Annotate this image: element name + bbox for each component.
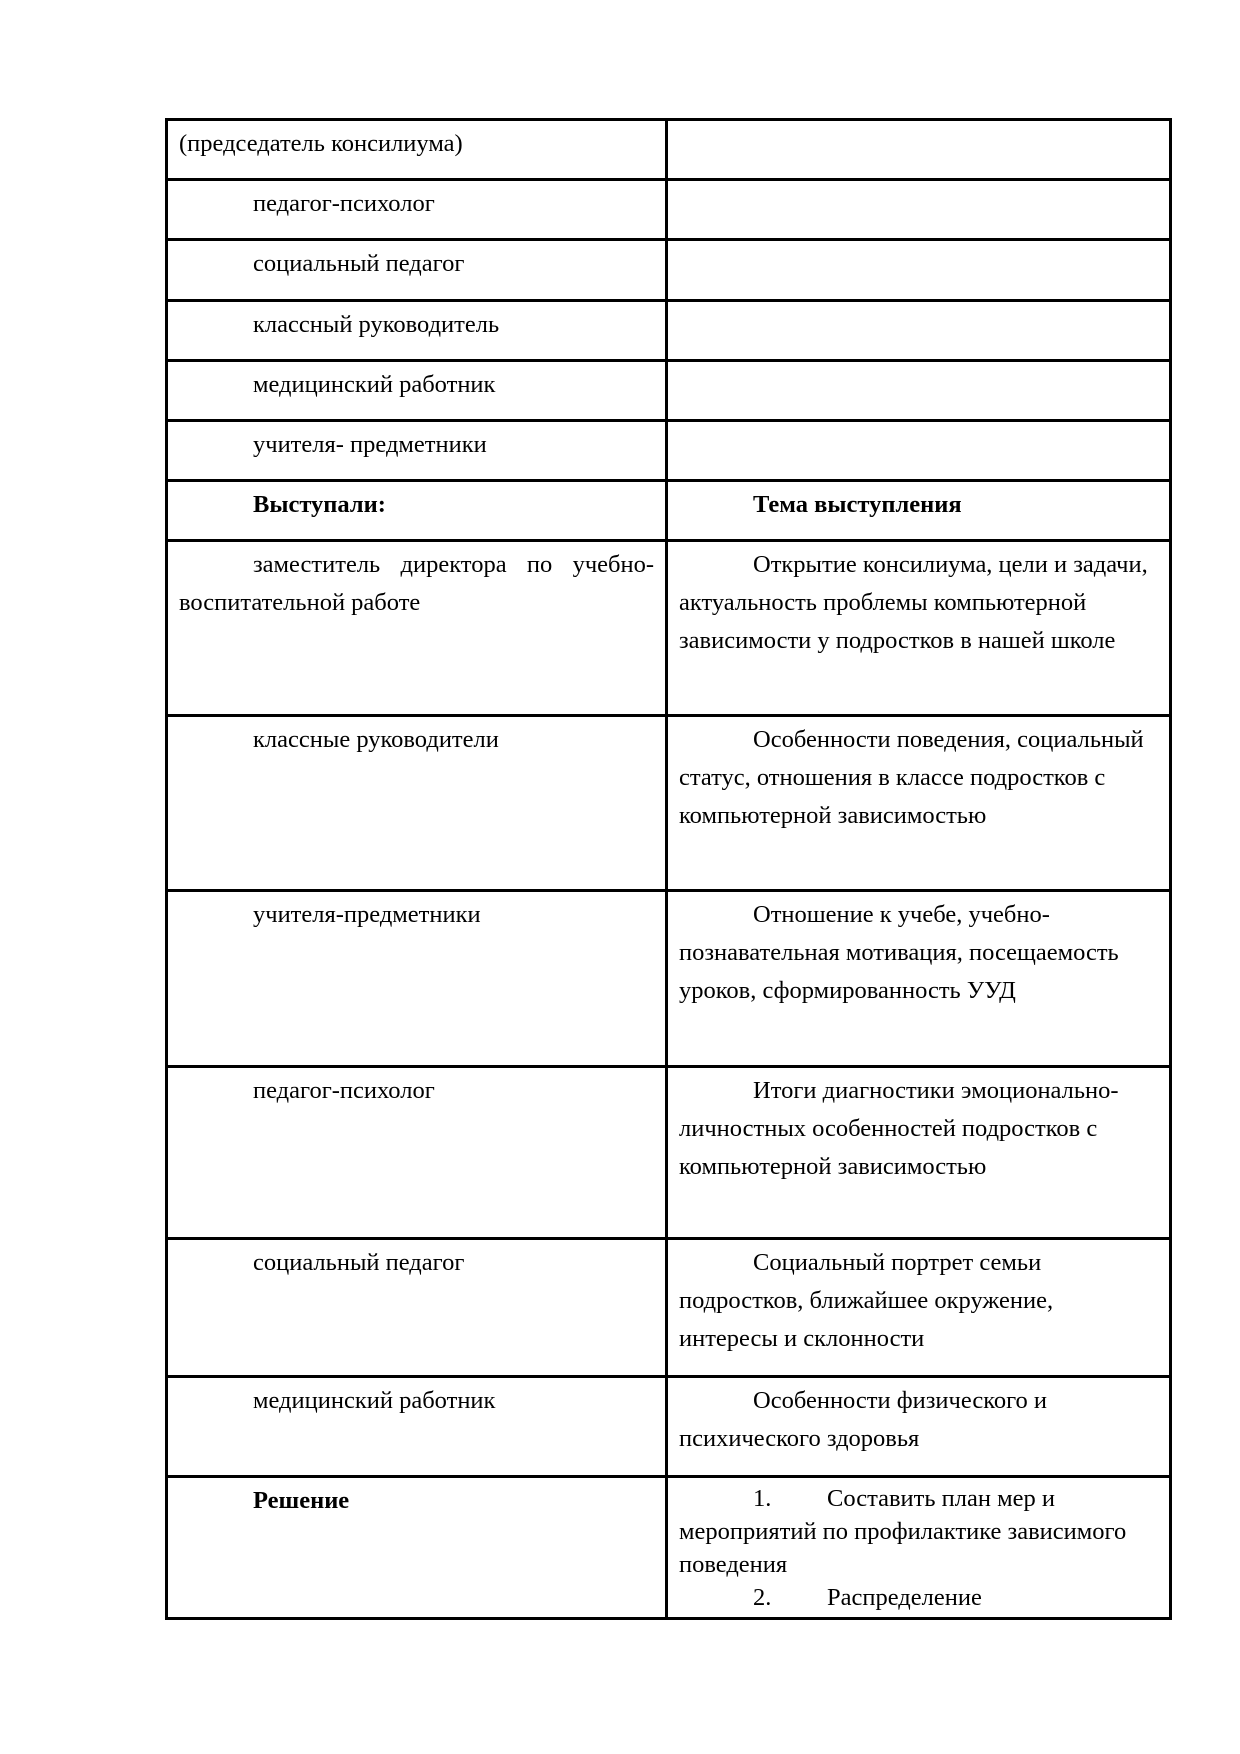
speaker-topic: Отношение к учебе, учебно-познавательная мотивация, посещаемость уроков, сформированность УУД	[679, 901, 1119, 1004]
speaker-row	[167, 716, 1171, 891]
decision-label: Решение	[253, 1487, 350, 1514]
decision-item-number: 1.	[753, 1485, 772, 1512]
speaker-name: социальный педагог	[253, 1249, 465, 1276]
decision-list	[668, 1478, 1169, 1614]
attendee-note	[668, 241, 1169, 245]
attendee-note	[668, 362, 1169, 366]
speaker-topic: Социальный портрет семьи подростков, ближайшее окружение, интересы и склонности	[679, 1249, 1054, 1352]
speaker-name: педагог-психолог	[253, 1077, 435, 1104]
attendee-row	[167, 421, 1171, 481]
speaker-name: классные руководители	[253, 726, 499, 753]
attendee-note	[668, 302, 1169, 306]
attendee-note	[668, 422, 1169, 426]
speaker-topic: Открытие консилиума, цели и задачи, актуальность проблемы компьютерной зависимости у подростков в нашей школе	[679, 551, 1148, 654]
speaker-topic: Итоги диагностики эмоционально-личностных особенностей подростков с компьютерной зависимостью	[679, 1077, 1119, 1180]
attendee-note	[668, 181, 1169, 185]
decision-row	[167, 1477, 1171, 1619]
decision-item-number: 2.	[753, 1584, 772, 1611]
speakers-header-row	[167, 481, 1171, 541]
decision-item-text: Распределение	[827, 1584, 982, 1611]
speaker-topic: Особенности физического и психического здоровья	[679, 1387, 1048, 1452]
attendee-row	[167, 301, 1171, 361]
speaker-row	[167, 1067, 1171, 1239]
speaker-name: учителя-предметники	[253, 901, 481, 928]
attendee-role: социальный педагог	[253, 250, 465, 277]
attendee-row	[167, 120, 1171, 180]
attendee-row	[167, 361, 1171, 421]
attendee-role: учителя- предметники	[253, 431, 487, 458]
decision-item	[679, 1482, 1158, 1581]
speaker-row	[167, 1377, 1171, 1477]
speaker-row	[167, 541, 1171, 716]
attendee-note	[668, 121, 1169, 125]
decision-item	[679, 1581, 1158, 1614]
attendee-role: классный руководитель	[253, 311, 500, 338]
attendee-row	[167, 180, 1171, 240]
attendee-row	[167, 240, 1171, 301]
speakers-header-label: Выступали:	[253, 491, 386, 518]
speaker-row	[167, 891, 1171, 1067]
topic-header-label: Тема выступления	[753, 491, 962, 518]
speaker-name: заместитель директора по учебно-воспитательной работе	[179, 551, 654, 616]
speaker-row	[167, 1239, 1171, 1377]
council-minutes-table	[165, 118, 1172, 1620]
attendee-role: педагог-психолог	[253, 190, 435, 217]
decision-item-text: Составить план мер и мероприятий по профилактике зависимого поведения	[679, 1485, 1127, 1578]
attendee-role: (председатель консилиума)	[179, 130, 463, 157]
speaker-name: медицинский работник	[253, 1387, 496, 1414]
attendee-role: медицинский работник	[253, 371, 496, 398]
speaker-topic: Особенности поведения, социальный статус, отношения в классе подростков с компьютерной зависимостью	[679, 726, 1144, 829]
